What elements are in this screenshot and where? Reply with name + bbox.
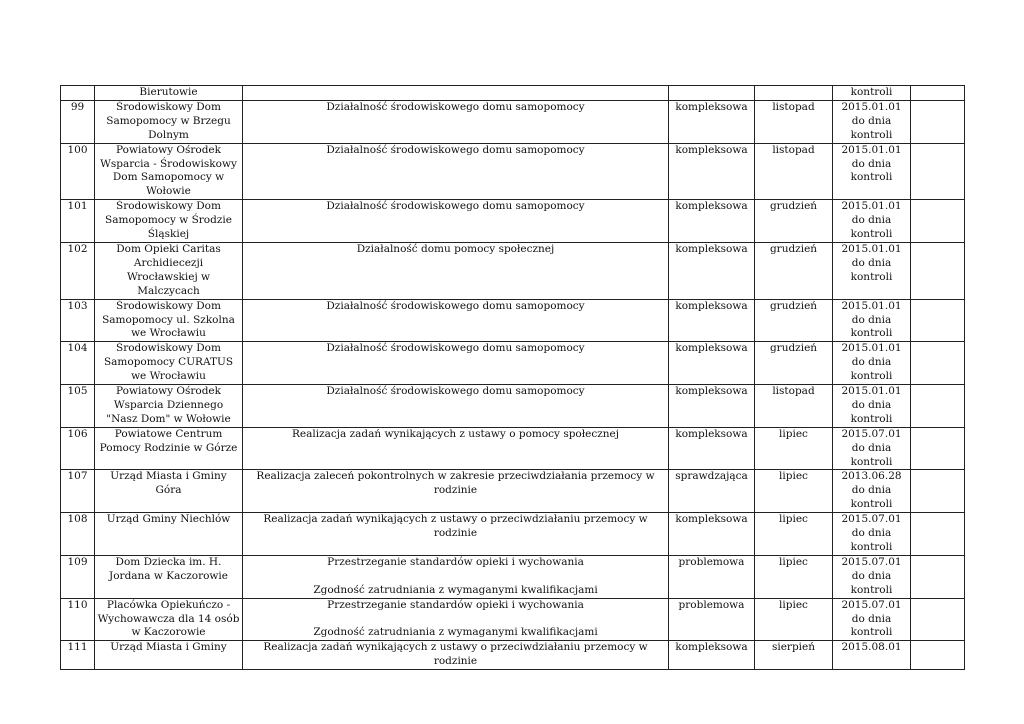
inspection-month: grudzień [755, 299, 833, 342]
inspection-period: 2015.07.01 do dnia kontroli [833, 513, 911, 556]
inspection-period: 2015.07.01 do dnia kontroli [833, 427, 911, 470]
inspection-type: kompleksowa [669, 342, 755, 385]
inspection-period: 2015.07.01 do dnia kontroli [833, 555, 911, 598]
inspection-month: lipiec [755, 470, 833, 513]
inspected-unit: Powiatowy Ośrodek Wsparcia Dziennego "Nasz Dom" w Wołowie [95, 385, 243, 428]
inspection-subject: Działalność domu pomocy społecznej [243, 242, 669, 299]
table-body [61, 86, 965, 670]
inspection-period: 2015.01.01 do dnia kontroli [833, 385, 911, 428]
table-row [61, 427, 965, 470]
inspection-period: 2015.08.01 [833, 641, 911, 670]
inspection-month: listopad [755, 143, 833, 200]
row-number: 104 [61, 342, 95, 385]
empty-cell [911, 342, 965, 385]
inspected-unit: Środowiskowy Dom Samopomocy ul. Szkolna we Wrocławiu [95, 299, 243, 342]
inspected-unit: Dom Opieki Caritas Archidiecezji Wrocławskiej w Malczycach [95, 242, 243, 299]
inspection-type: kompleksowa [669, 641, 755, 670]
row-number: 109 [61, 555, 95, 598]
inspection-month: grudzień [755, 342, 833, 385]
inspection-subject: Działalność środowiskowego domu samopomocy [243, 385, 669, 428]
empty-cell [911, 100, 965, 143]
inspection-period: 2015.01.01 do dnia kontroli [833, 100, 911, 143]
inspection-type: kompleksowa [669, 200, 755, 243]
empty-cell [911, 242, 965, 299]
inspection-subject [243, 86, 669, 101]
row-number [61, 86, 95, 101]
inspection-type: kompleksowa [669, 513, 755, 556]
empty-cell [911, 427, 965, 470]
row-number: 99 [61, 100, 95, 143]
inspection-period: 2015.07.01 do dnia kontroli [833, 598, 911, 641]
table-row [61, 86, 965, 101]
inspected-unit: Bierutowie [95, 86, 243, 101]
table-row [61, 299, 965, 342]
inspection-month [755, 86, 833, 101]
table-row [61, 555, 965, 598]
inspection-subject: Działalność środowiskowego domu samopomocy [243, 200, 669, 243]
inspection-type: sprawdzająca [669, 470, 755, 513]
row-number: 111 [61, 641, 95, 670]
inspected-unit: Urząd Gminy Niechlów [95, 513, 243, 556]
inspection-type: problemowa [669, 598, 755, 641]
row-number: 106 [61, 427, 95, 470]
table-row [61, 200, 965, 243]
empty-cell [911, 470, 965, 513]
inspection-subject: Działalność środowiskowego domu samopomocy [243, 342, 669, 385]
inspection-type [669, 86, 755, 101]
inspection-subject: Realizacja zadań wynikających z ustawy o przeciwdziałaniu przemocy w rodzinie [243, 641, 669, 670]
table-row [61, 143, 965, 200]
inspection-month: grudzień [755, 200, 833, 243]
inspection-type: kompleksowa [669, 100, 755, 143]
table-row [61, 470, 965, 513]
table-row [61, 385, 965, 428]
inspection-subject: Działalność środowiskowego domu samopomocy [243, 100, 669, 143]
row-number: 101 [61, 200, 95, 243]
inspection-subject: Przestrzeganie standardów opieki i wychowania Zgodność zatrudniania z wymaganymi kwalifikacjami [243, 598, 669, 641]
table-row [61, 242, 965, 299]
inspection-plan-table [60, 85, 965, 670]
inspection-period: 2015.01.01 do dnia kontroli [833, 299, 911, 342]
row-number: 105 [61, 385, 95, 428]
inspection-subject: Działalność środowiskowego domu samopomocy [243, 143, 669, 200]
empty-cell [911, 143, 965, 200]
inspected-unit: Placówka Opiekuńczo - Wychowawcza dla 14 osób w Kaczorowie [95, 598, 243, 641]
inspection-subject: Realizacja zaleceń pokontrolnych w zakresie przeciwdziałania przemocy w rodzinie [243, 470, 669, 513]
inspection-month: grudzień [755, 242, 833, 299]
inspected-unit: Powiatowe Centrum Pomocy Rodzinie w Górze [95, 427, 243, 470]
inspection-type: kompleksowa [669, 427, 755, 470]
empty-cell [911, 598, 965, 641]
inspection-subject: Realizacja zadań wynikających z ustawy o pomocy społecznej [243, 427, 669, 470]
inspection-type: kompleksowa [669, 299, 755, 342]
table-row [61, 641, 965, 670]
table-row [61, 342, 965, 385]
inspection-period: 2015.01.01 do dnia kontroli [833, 143, 911, 200]
inspected-unit: Urząd Miasta i Gminy [95, 641, 243, 670]
inspection-month: lipiec [755, 427, 833, 470]
empty-cell [911, 86, 965, 101]
inspection-type: kompleksowa [669, 385, 755, 428]
inspection-type: problemowa [669, 555, 755, 598]
inspection-month: listopad [755, 385, 833, 428]
empty-cell [911, 299, 965, 342]
row-number: 103 [61, 299, 95, 342]
row-number: 110 [61, 598, 95, 641]
inspection-type: kompleksowa [669, 143, 755, 200]
inspection-month: lipiec [755, 513, 833, 556]
inspection-subject: Przestrzeganie standardów opieki i wychowania Zgodność zatrudniania z wymaganymi kwalifikacjami [243, 555, 669, 598]
row-number: 107 [61, 470, 95, 513]
inspection-period: kontroli [833, 86, 911, 101]
inspection-month: listopad [755, 100, 833, 143]
inspected-unit: Środowiskowy Dom Samopomocy CURATUS we Wrocławiu [95, 342, 243, 385]
table-row [61, 598, 965, 641]
row-number: 100 [61, 143, 95, 200]
inspected-unit: Środowiskowy Dom Samopomocy w Środzie Śląskiej [95, 200, 243, 243]
inspection-period: 2015.01.01 do dnia kontroli [833, 242, 911, 299]
inspection-period: 2015.01.01 do dnia kontroli [833, 342, 911, 385]
empty-cell [911, 513, 965, 556]
inspection-period: 2015.01.01 do dnia kontroli [833, 200, 911, 243]
table-row [61, 513, 965, 556]
inspected-unit: Środowiskowy Dom Samopomocy w Brzegu Dolnym [95, 100, 243, 143]
inspection-subject: Działalność środowiskowego domu samopomocy [243, 299, 669, 342]
inspection-month: sierpień [755, 641, 833, 670]
table-row [61, 100, 965, 143]
empty-cell [911, 200, 965, 243]
inspection-month: lipiec [755, 555, 833, 598]
empty-cell [911, 641, 965, 670]
inspection-month: lipiec [755, 598, 833, 641]
inspection-subject: Realizacja zadań wynikających z ustawy o przeciwdziałaniu przemocy w rodzinie [243, 513, 669, 556]
inspection-type: kompleksowa [669, 242, 755, 299]
inspected-unit: Powiatowy Ośrodek Wsparcia - Środowiskowy Dom Samopomocy w Wołowie [95, 143, 243, 200]
inspected-unit: Urząd Miasta i Gminy Góra [95, 470, 243, 513]
row-number: 108 [61, 513, 95, 556]
row-number: 102 [61, 242, 95, 299]
empty-cell [911, 555, 965, 598]
empty-cell [911, 385, 965, 428]
inspection-period: 2013.06.28 do dnia kontroli [833, 470, 911, 513]
inspected-unit: Dom Dziecka im. H. Jordana w Kaczorowie [95, 555, 243, 598]
